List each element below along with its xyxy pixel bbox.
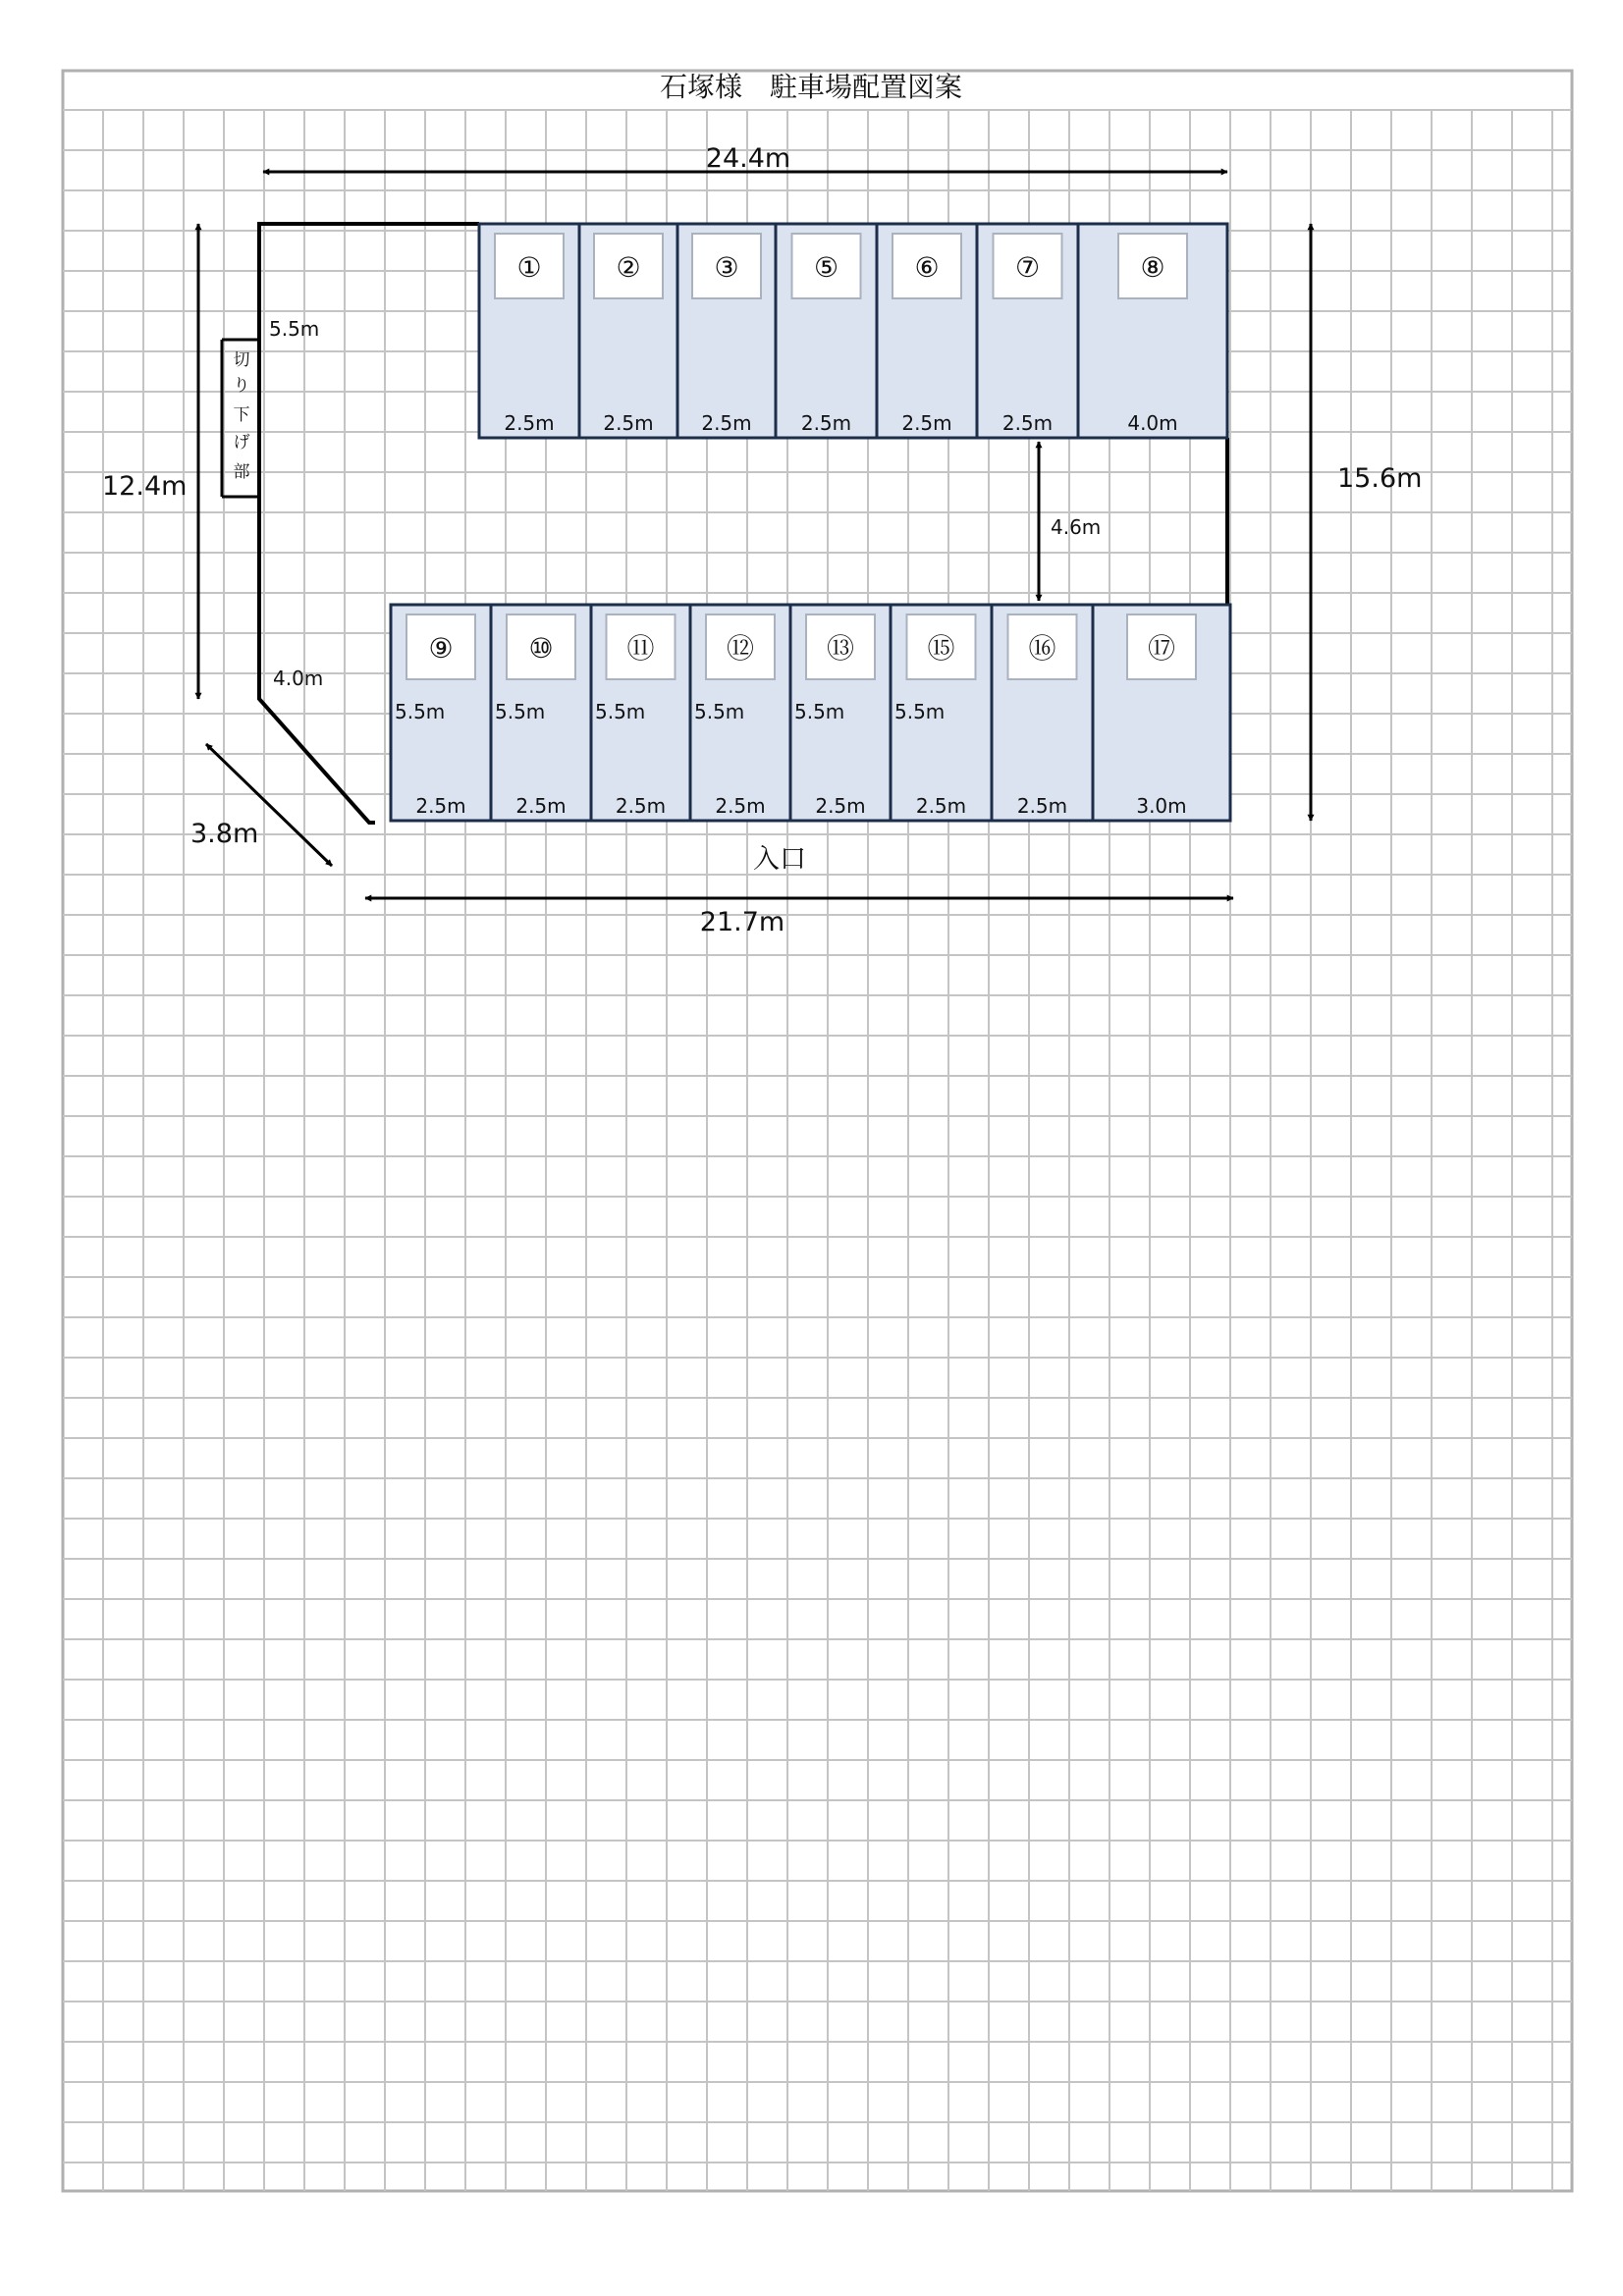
right-height-label: 15.6m <box>1337 463 1423 494</box>
cut-char-1: 切 <box>233 350 250 370</box>
upper-space <box>977 224 1078 438</box>
space-width-label: 2.5m <box>800 411 852 435</box>
lower-space <box>790 605 891 821</box>
space-width-label: 2.5m <box>701 411 752 435</box>
space-number: ⑪ <box>626 632 655 665</box>
lower-left-depth-label: 4.0m <box>273 667 324 690</box>
corner-diagonal-label: 3.8m <box>190 819 259 849</box>
aisle-width-label: 4.6m <box>1051 515 1102 539</box>
space-width-label: 2.5m <box>901 411 952 435</box>
space-width-label: 4.0m <box>1127 411 1178 435</box>
upper-space <box>579 224 677 438</box>
space-number: ② <box>616 251 641 284</box>
lower-space <box>391 605 491 821</box>
space-width-label: 2.5m <box>915 794 967 818</box>
left-height-label: 12.4m <box>102 471 188 502</box>
space-depth-label: 5.5m <box>894 700 946 723</box>
page-title: 石塚様 駐車場配置図案 <box>659 71 963 103</box>
space-depth-label: 5.5m <box>694 700 745 723</box>
lower-parking-row <box>391 605 1230 821</box>
space-number: ⑩ <box>528 632 554 665</box>
cut-char-4: げ <box>233 433 250 453</box>
cut-char-3: 下 <box>233 405 250 425</box>
space-number: ⑮ <box>927 632 955 665</box>
space-depth-label: 5.5m <box>595 700 646 723</box>
space-number: ⑥ <box>914 251 940 284</box>
space-width-label: 2.5m <box>1016 794 1068 818</box>
space-number: ① <box>516 251 542 284</box>
space-number: ⑤ <box>813 251 839 284</box>
space-width-label: 2.5m <box>415 794 466 818</box>
space-width-label: 2.5m <box>504 411 555 435</box>
lower-space <box>891 605 992 821</box>
space-width-label: 3.0m <box>1136 794 1187 818</box>
upper-space <box>877 224 977 438</box>
cut-char-2: り <box>233 376 250 396</box>
upper-space <box>677 224 776 438</box>
lower-space <box>591 605 690 821</box>
space-number: ⑦ <box>1014 251 1041 284</box>
space-width-label: 2.5m <box>515 794 567 818</box>
space-width-label: 2.5m <box>615 794 667 818</box>
top-width-label: 24.4m <box>705 143 791 174</box>
space-depth-label: 5.5m <box>794 700 845 723</box>
space-number: ⑰ <box>1147 632 1176 665</box>
lower-space <box>1093 605 1230 821</box>
space-number: ⑨ <box>428 632 454 665</box>
bottom-width-label: 21.7m <box>699 907 785 937</box>
space-number: ⑫ <box>726 632 755 665</box>
lower-space <box>491 605 591 821</box>
cut-char-5: 部 <box>233 462 250 482</box>
upper-parking-row <box>479 224 1227 438</box>
lower-space <box>690 605 790 821</box>
space-number: ⑯ <box>1028 632 1056 665</box>
space-number: ⑬ <box>826 632 855 665</box>
upper-space <box>776 224 877 438</box>
space-width-label: 2.5m <box>1001 411 1054 435</box>
space-depth-label: 5.5m <box>395 700 446 723</box>
space-width-label: 2.5m <box>603 411 654 435</box>
space-width-label: 2.5m <box>715 794 766 818</box>
upper-space <box>479 224 579 438</box>
space-number: ③ <box>714 251 739 284</box>
upper-space <box>1078 224 1227 438</box>
upper-left-depth-label: 5.5m <box>269 317 320 341</box>
space-width-label: 2.5m <box>815 794 866 818</box>
space-number: ⑧ <box>1140 251 1165 284</box>
entrance-label: 入口 <box>753 844 806 875</box>
space-depth-label: 5.5m <box>495 700 546 723</box>
lower-space <box>992 605 1093 821</box>
